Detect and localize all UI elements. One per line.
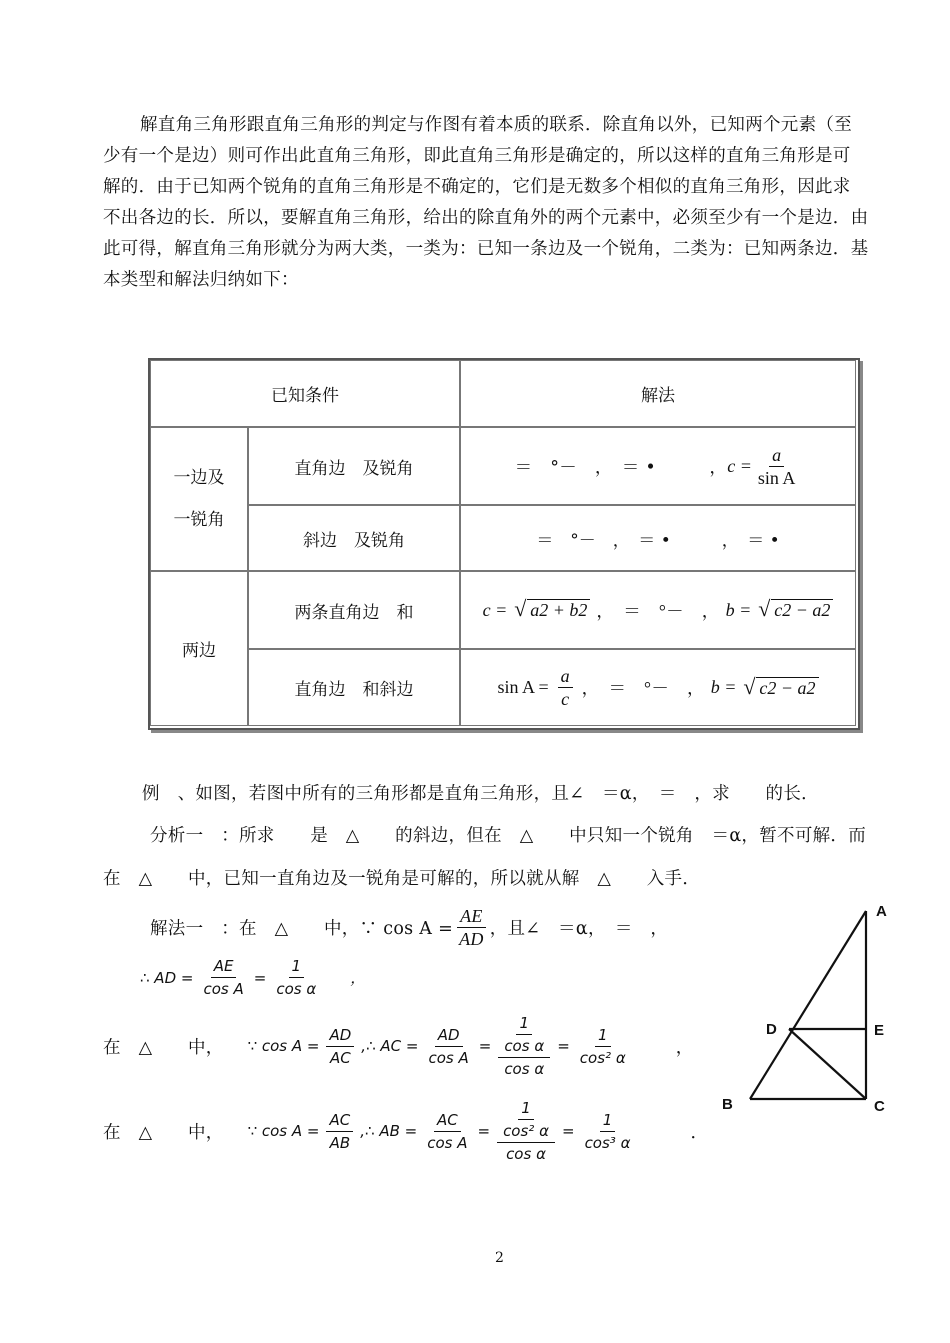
solution-line (150, 905, 668, 950)
intro-line: 解直角三角形跟直角三角形的判定与作图有着本质的联系．除直角以外，已知两个元素（至 (140, 115, 852, 135)
step3-d-num: 1 (600, 1109, 616, 1132)
row3-b: b = (725, 599, 752, 620)
row3-sqrt2: √ c2 − a2 (771, 599, 833, 621)
row1-frac-num: a (769, 444, 784, 467)
step2-frac-a (326, 1024, 354, 1069)
solution-num: AE (457, 905, 486, 928)
solution-suffix: ，且∠ ＝α， ＝ ， (489, 919, 669, 939)
row4-frac-num: a (558, 665, 573, 688)
step3-b-num: AC (434, 1109, 461, 1132)
step3-end: ． (690, 1122, 709, 1143)
row3-method (460, 571, 856, 649)
step2-b: ,∴ AC = (361, 1037, 419, 1055)
header-method: 解法 (460, 360, 856, 427)
example-text: 例 、如图，若图中所有的三角形都是直角三角形，且∠ ＝α， ＝ ，求 的长． (142, 784, 819, 804)
label-e: E (874, 1022, 885, 1039)
step2-a: ∵ cos A = (247, 1037, 320, 1055)
step1-f1-den: cos A (203, 980, 244, 998)
step3-pre: 在 △ 中， (103, 1122, 224, 1143)
step2-c-den: cos α (504, 1060, 545, 1078)
group1-line2: 一锐角 (173, 510, 225, 530)
row4-known: 直角边 和斜边 (248, 649, 460, 726)
page-number: 2 (495, 1250, 504, 1266)
group-one-side-one-angle (150, 427, 248, 571)
step3-frac-d (582, 1109, 634, 1154)
analysis-line1: 分析一 ：所求 是 △ 的斜边，但在 △ 中只知一个锐角 ＝α，暂不可解．而 (150, 826, 867, 846)
row3-c: c = (482, 599, 508, 620)
step1-frac2 (273, 955, 319, 1000)
step3-b-den: cos A (427, 1133, 468, 1152)
intro-line: 少有一个是边）则可作出此直角三角形，即此直角三角形是确定的，所以这样的直角三角形是可 (103, 146, 851, 166)
row2-method: ＝ °－ ， ＝ • ， ＝ • (460, 505, 856, 571)
triangle-figure (710, 895, 900, 1120)
row4-method (460, 649, 856, 726)
row1-fraction (755, 444, 799, 489)
intro-line: 不出各边的长．所以，要解直角三角形，给出的除直角外的两个元素中，必须至少有一个是边．由 (103, 208, 869, 228)
step3-frac-c (497, 1097, 555, 1165)
intro-line: 本类型和解法归纳如下： (103, 270, 299, 290)
step2-d-den: cos² α (579, 1048, 626, 1067)
step2-a-den: AC (330, 1048, 351, 1067)
row3-mid: ， ＝ °－ ， (596, 600, 720, 621)
label-c: C (874, 1098, 885, 1115)
step1-lhs: ∴ AD = (140, 968, 194, 987)
step1-f2-den: cos α (276, 980, 317, 998)
segment-ab (750, 911, 866, 1099)
intro-paragraph (103, 110, 900, 296)
label-d: D (766, 1021, 777, 1038)
step3-a: ∵ cos A = (247, 1122, 320, 1140)
step3-c-top: 1 (518, 1097, 534, 1120)
step2-frac-d (577, 1024, 629, 1069)
group-two-sides: 两边 (150, 571, 248, 726)
step3-c-den: cos α (506, 1145, 546, 1163)
row1-method-text: ＝ °－ ， ＝ • ， (514, 457, 728, 478)
row2-known: 斜边 及锐角 (248, 505, 460, 571)
step1-f1-num: AE (211, 955, 237, 978)
intro-line: 解的．由于已知两个锐角的直角三角形是不确定的，它们是无数多个相似的直角三角形，因此求 (103, 177, 851, 197)
step3: 在 △ 中， ∵ cos A = $\frac{AC}{AB}$ ,∴ AB = $\frac{AC}{\text{cos A}}$ = $\frac{\frac{1}{\text{cos² α}}}{\text{cos α}}$ = $\frac{1}{\text{cos³ α}}$ ． (103, 1099, 709, 1163)
step3-d-den: cos³ α (584, 1133, 631, 1152)
step3-frac-b (424, 1109, 470, 1154)
row1-frac-den: sin A (757, 467, 796, 488)
row4-frac-den: c (561, 689, 570, 709)
step2-end: ， (675, 1037, 694, 1058)
label-b: B (722, 1096, 733, 1113)
step2-b-num: AD (435, 1024, 463, 1047)
row4-sin: sin A = (497, 677, 549, 697)
step3-c-mid: cos² α (503, 1122, 549, 1140)
step2-b-den: cos A (428, 1048, 469, 1067)
step1-frac1 (200, 955, 246, 1000)
step1-f2-num: 1 (289, 955, 305, 978)
step3-b: ,∴ AB = (360, 1122, 418, 1140)
intro-line: 此可得，解直角三角形就分为两大类，一类为：已知一条边及一个锐角，二类为：已知两条边．基 (103, 239, 869, 259)
label-a: A (876, 903, 887, 920)
row4-b: b = (710, 677, 737, 697)
step3-a-num: AC (326, 1109, 353, 1132)
step1 (140, 955, 365, 1000)
row3-known: 两条直角边 和 (248, 571, 460, 649)
step2-d-num: 1 (595, 1024, 611, 1047)
step2-c-top: 1 (516, 1012, 532, 1035)
solution-prefix: 解法一 ：在 △ 中，∵ cos A = (150, 919, 454, 939)
step2-c-mid: cos α (504, 1037, 545, 1055)
step3-a-den: AB (329, 1133, 351, 1152)
step3-frac-a (326, 1109, 353, 1154)
step2-a-num: AD (326, 1024, 354, 1047)
solution-table (148, 358, 860, 730)
step2-pre: 在 △ 中， (103, 1037, 224, 1058)
step1-end: ， (350, 969, 366, 987)
step2: 在 △ 中， ∵ cos A = $\frac{AD}{AC}$ ,∴ AC = $\frac{AD}{\text{cos A}}$ = $\frac{\frac{1}{\text{cos α}}}{\text{cos α}}$ = $\frac{1}{\text{cos² α}}$ ， (103, 1014, 694, 1078)
row4-fraction (558, 665, 573, 710)
solution-den: AD (459, 929, 484, 949)
row3-sqrt: √ a2 + b2 (527, 599, 590, 621)
analysis-line2: 在 △ 中，已知一直角边及一锐角是可解的，所以就从解 △ 入手． (103, 869, 701, 889)
row4-mid: ， ＝ °－ ， (581, 678, 705, 698)
row1-method (460, 427, 856, 505)
row4-sqrt: √ c2 − a2 (756, 677, 818, 699)
row1-formula-lhs: c = (727, 455, 752, 476)
step2-c-compound (498, 1012, 550, 1058)
solution-fraction (456, 905, 487, 950)
segment-dc (789, 1029, 866, 1099)
step2-frac-b (425, 1024, 471, 1069)
step1-eq: = (253, 968, 267, 987)
group1-line1: 一边及 (173, 468, 225, 488)
step2-frac-c (498, 1012, 550, 1080)
step3-c-compound (497, 1097, 555, 1143)
row1-known: 直角边 及锐角 (248, 427, 460, 505)
header-known: 已知条件 (150, 360, 460, 427)
